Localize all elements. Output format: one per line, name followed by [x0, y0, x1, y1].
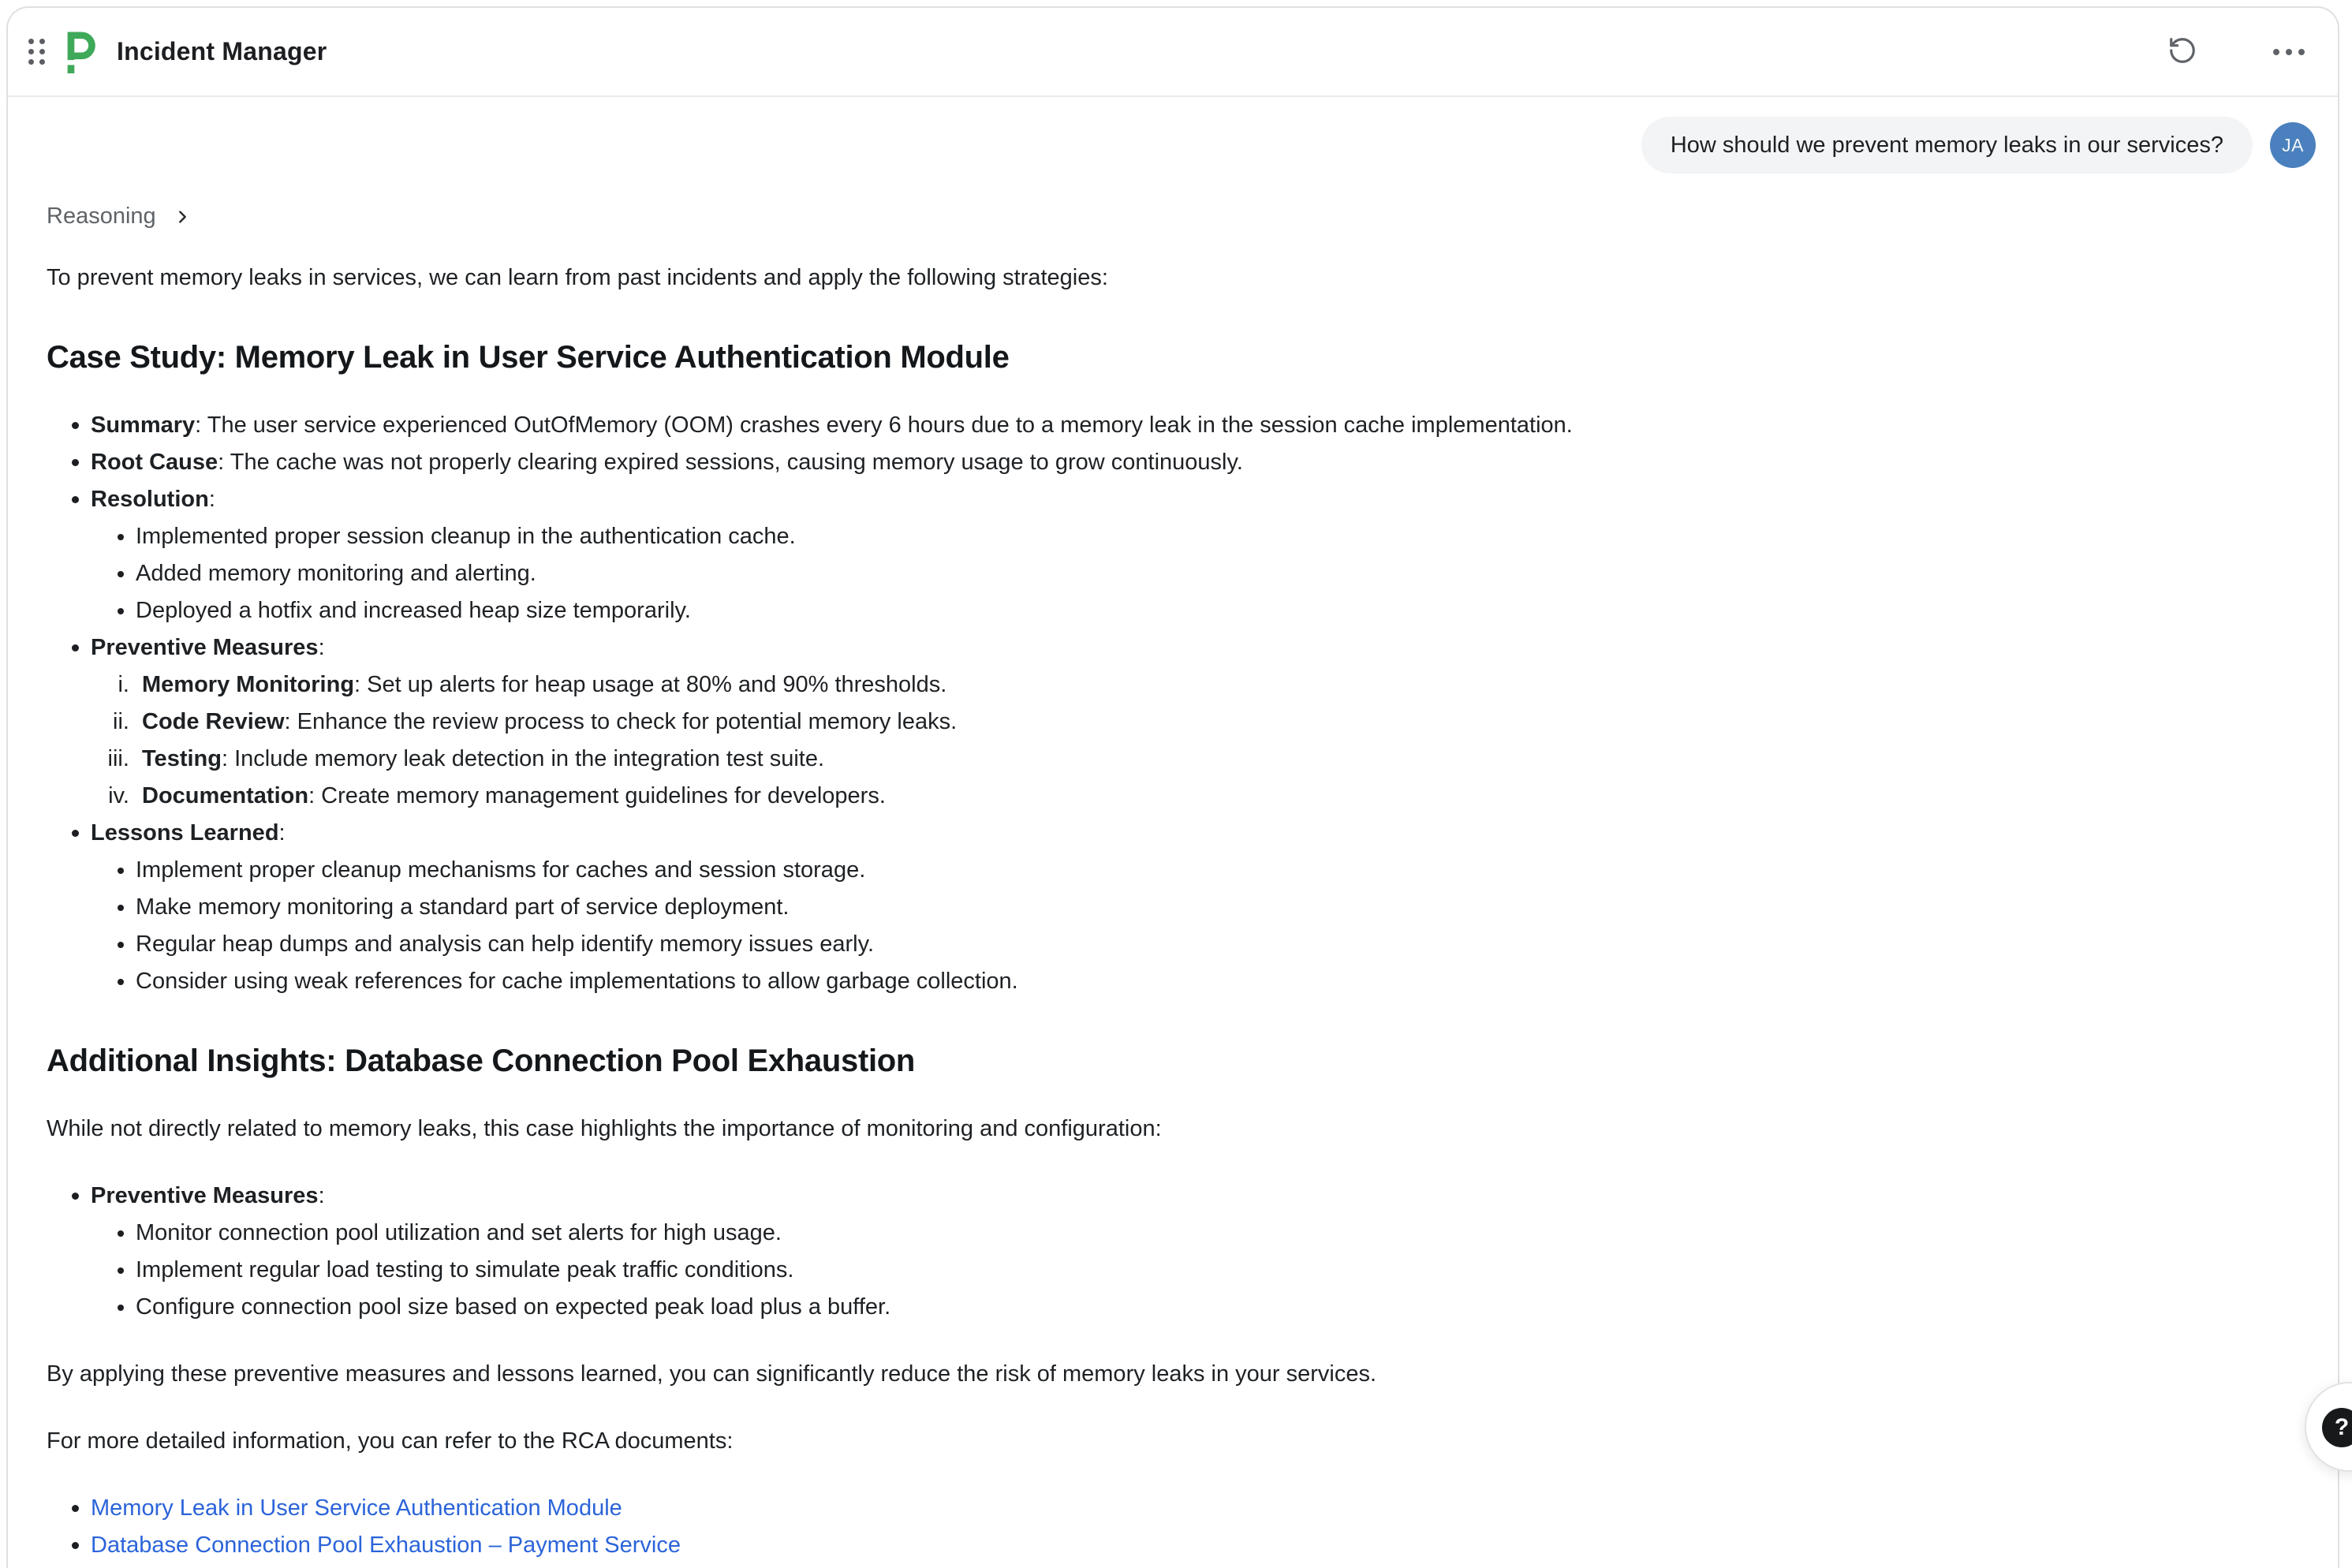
preventive-measures-ordered-list [91, 666, 2316, 815]
term-label: Code Review [142, 709, 285, 734]
list-item: Resolution: Implemented proper session cleanup in the authentication cache. Added memory monitoring and alerting. Deployed a hotfix and increased heap size temporarily. [47, 481, 2316, 629]
drag-handle-icon[interactable] [28, 39, 45, 65]
pylon-logo-icon [65, 31, 96, 73]
reasoning-toggle[interactable] [47, 203, 191, 230]
term-label: Resolution [91, 487, 209, 512]
list-item: Added memory monitoring and alerting. [91, 555, 2316, 592]
list-item: Implement regular load testing to simulate peak traffic conditions. [91, 1252, 2316, 1289]
rca-link-connection-pool[interactable]: Database Connection Pool Exhaustion – Payment Service [91, 1533, 681, 1558]
docs-intro-paragraph: For more detailed information, you can refer to the RCA documents: [47, 1428, 734, 1454]
term-label: Summary [91, 413, 196, 438]
user-message-row [47, 117, 2316, 174]
list-item: Preventive Measures: Monitor connection pool utilization and set alerts for high usage. Implement regular load testing to simulate peak traffic conditions. Configure connection pool size based on expected peak load plus a buffer. [47, 1178, 2316, 1326]
incident-manager-widget [6, 6, 2339, 1568]
list-item: Implement proper cleanup mechanisms for caches and session storage. [91, 852, 2316, 889]
term-label: Lessons Learned [91, 820, 279, 846]
list-item: Consider using weak references for cache implementations to allow garbage collection. [91, 963, 2316, 1000]
lessons-learned-sublist [91, 852, 2316, 1000]
term-label: Memory Monitoring [142, 672, 355, 697]
rotate-ccw-icon [2167, 35, 2197, 68]
list-item: Lessons Learned: Implement proper cleanup mechanisms for caches and session storage. Make memory monitoring a standard part of service deployment. Regular heap dumps and analysis can help identify memory issues early. Consider using weak references for cache implementations to allow garbage collection. [47, 815, 2316, 1000]
list-item: Preventive Measures: i. Memory Monitoring: Set up alerts for heap usage at 80% and 90% thresholds. ii. Code Review: Enhance the review process to check for potential memory leaks. iii. Testing: Include memory leak detection in the integration test suite. iv. Documentation: Create memory management guidelines for developers. [47, 629, 2316, 815]
assistant-response [47, 259, 2316, 1564]
list-item: Summary: The user service experienced OutOfMemory (OOM) crashes every 6 hours due to a memory leak in the session cache implementation. [47, 407, 2316, 444]
additional-list [47, 1178, 2316, 1326]
term-label: Testing [142, 746, 222, 771]
additional-sublist [91, 1215, 2316, 1326]
list-item [47, 1490, 2316, 1527]
list-item: Implemented proper session cleanup in the authentication cache. [91, 518, 2316, 555]
term-label: Preventive Measures [91, 635, 319, 660]
list-item: i. Memory Monitoring: Set up alerts for heap usage at 80% and 90% thresholds. [136, 666, 2316, 704]
list-item: Deployed a hotfix and increased heap size temporarily. [91, 592, 2316, 629]
rca-link-memory-leak[interactable]: Memory Leak in User Service Authentication Module [91, 1495, 622, 1521]
chat-area [8, 117, 2338, 1564]
case-study-heading: Case Study: Memory Leak in User Service Authentication Module [47, 340, 1010, 375]
case-study-list [47, 407, 2316, 1000]
closing-paragraph: By applying these preventive measures and lessons learned, you can significantly reduce the risk of memory leaks in your services. [47, 1361, 1377, 1387]
list-item: ii. Code Review: Enhance the review process to check for potential memory leaks. [136, 704, 2316, 741]
list-item: Monitor connection pool utilization and set alerts for high usage. [91, 1215, 2316, 1252]
reset-conversation-button[interactable] [2161, 29, 2204, 74]
list-item: Root Cause: The cache was not properly clearing expired sessions, causing memory usage to grow continuously. [47, 444, 2316, 481]
list-item: iii. Testing: Include memory leak detection in the integration test suite. [136, 741, 2316, 778]
list-item: Regular heap dumps and analysis can help identify memory issues early. [91, 926, 2316, 963]
additional-insights-heading: Additional Insights: Database Connection Pool Exhaustion [47, 1043, 916, 1078]
page-title: Incident Manager [117, 37, 327, 65]
ellipsis-icon [2273, 49, 2305, 55]
term-label: Root Cause [91, 450, 218, 475]
more-options-button[interactable] [2235, 43, 2311, 62]
list-item: iv. Documentation: Create memory management guidelines for developers. [136, 778, 2316, 815]
chevron-right-icon [174, 208, 191, 226]
resolution-sublist [91, 518, 2316, 629]
question-mark-icon: ? [2322, 1408, 2352, 1447]
term-label: Preventive Measures [91, 1183, 319, 1208]
list-item [47, 1527, 2316, 1564]
intro-paragraph: To prevent memory leaks in services, we can learn from past incidents and apply the following strategies: [47, 265, 1108, 290]
widget-header [8, 8, 2338, 97]
user-avatar: JA [2270, 122, 2316, 168]
list-item: Make memory monitoring a standard part of service deployment. [91, 889, 2316, 926]
rca-links-list [47, 1490, 2316, 1564]
user-message-bubble: How should we prevent memory leaks in our services? [1641, 117, 2253, 174]
additional-intro-paragraph: While not directly related to memory leaks, this case highlights the importance of monitoring and configuration: [47, 1116, 1162, 1141]
list-item: Configure connection pool size based on expected peak load plus a buffer. [91, 1289, 2316, 1326]
term-label: Documentation [142, 783, 309, 808]
reasoning-label: Reasoning [47, 203, 156, 229]
